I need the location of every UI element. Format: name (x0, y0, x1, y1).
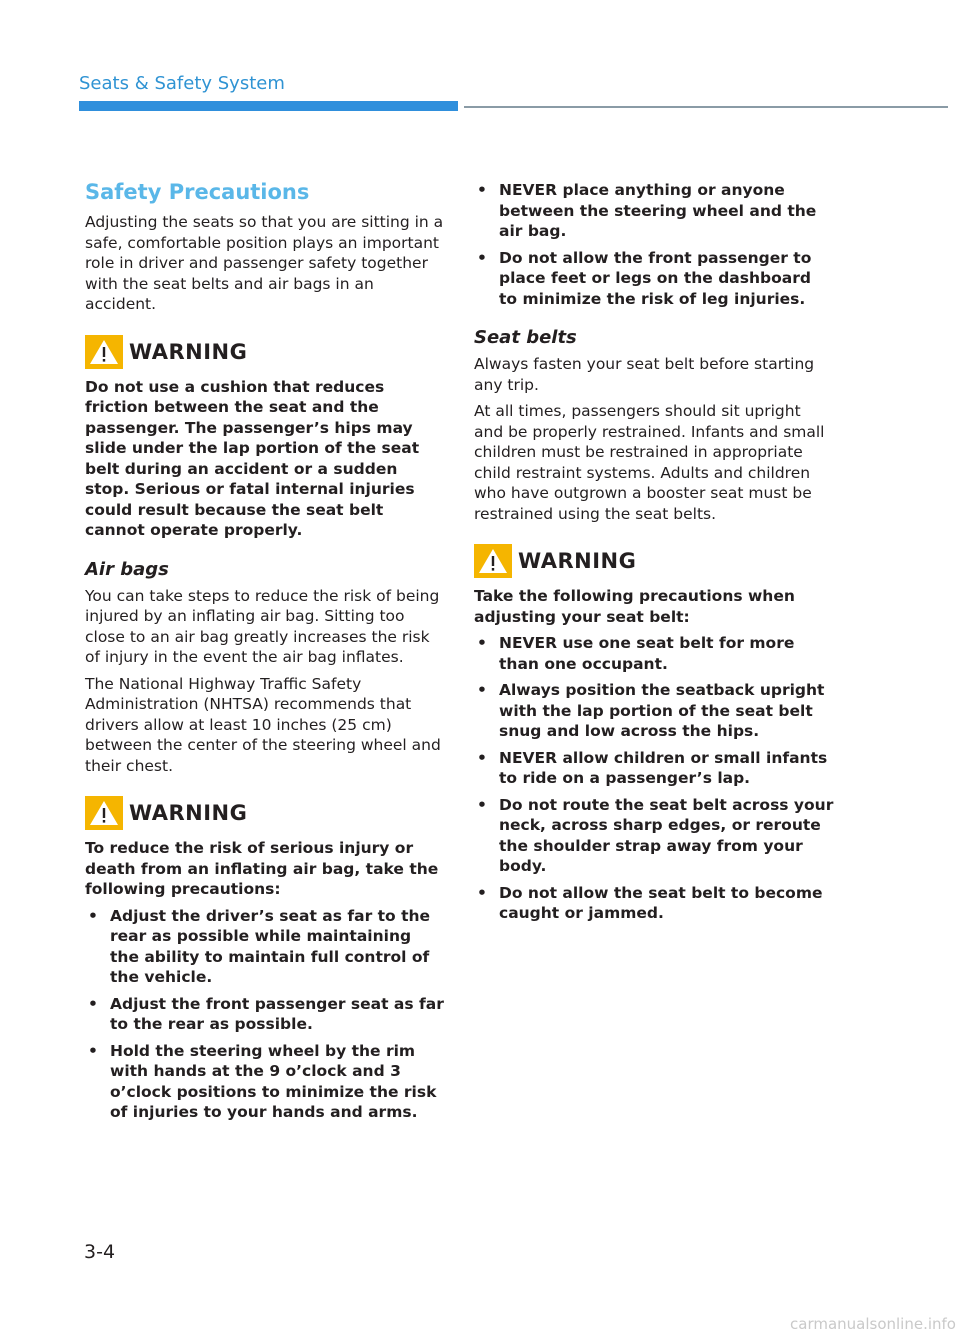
airbags-paragraph-2: The National Highway Traffic Safety Administration (NHTSA) recommends that drivers allow at least 10 inches (25 cm) between the center of the steering wheel and their chest. (85, 674, 441, 775)
bullet-icon: • (477, 681, 487, 699)
header-rule-gray (464, 106, 948, 108)
bullet-icon: • (88, 906, 98, 925)
list-item: • Adjust the front passenger seat as far to the rear as possible. (88, 994, 444, 1033)
list-item: • Adjust the driver’s seat as far to the rear as possible while maintaining the ability to maintain full control of the vehicle. (88, 906, 431, 986)
bullet-icon: • (477, 248, 487, 267)
list-item: • Do not allow the front passenger to place feet or legs on the dashboard to minimize the risk of leg injuries. (477, 248, 812, 308)
bullet-icon: • (477, 634, 487, 652)
list-item: • Hold the steering wheel by the rim with hands at the 9 o’clock and 3 o’clock positions to minimize the risk of injuries to your hands and arms. (88, 1041, 437, 1121)
airbag-precautions-list (85, 906, 445, 1123)
airbags-paragraph-1: You can take steps to reduce the risk of being injured by an inflating air bag. Sitting too close to an air bag greatly increases the risk of injury in the event the air bag inflates. (85, 586, 440, 666)
section-header-title: Seats & Safety System (79, 73, 285, 94)
warning-label: WARNING (129, 339, 248, 364)
bullet-icon: • (88, 1041, 98, 1060)
subheading-seat-belts: Seat belts (474, 327, 577, 348)
list-item: • Do not allow the seat belt to become caught or jammed. (477, 883, 823, 922)
list-item: • Always position the seatback upright with the lap portion of the seat belt snug and low across the hips. (477, 681, 825, 740)
warning-intro-seatbelt: Take the following precautions when adjusting your seat belt: (474, 587, 795, 626)
warning-label: WARNING (129, 801, 248, 825)
seatbelts-paragraph-2: At all times, passengers should sit upright and be properly restrained. Infants and small children must be restrained in appropriate child restraint systems. Adults and children who have outgrown a booster seat must be restrained using the seat belts. (474, 402, 825, 523)
warning-header-2 (85, 796, 445, 830)
subheading-air-bags: Air bags (85, 558, 169, 580)
watermark-text: carmanualsonline.info (790, 1315, 956, 1333)
list-item: • Do not route the seat belt across your neck, across sharp edges, or reroute the shoulder strap away from your body. (477, 795, 834, 875)
warning-triangle-icon (85, 796, 123, 830)
seatbelt-precautions-list (474, 633, 834, 924)
bullet-icon: • (477, 748, 487, 767)
warning-label: WARNING (518, 549, 637, 573)
warning-triangle-icon (85, 335, 123, 369)
seatbelts-paragraph-1: Always fasten your seat belt before starting any trip. (474, 355, 815, 394)
right-column (474, 180, 834, 930)
bullet-icon: • (88, 994, 98, 1013)
bullet-icon: • (477, 181, 487, 199)
warning-text-cushion: Do not use a cushion that reduces friction between the seat and the passenger. The passenger’s hips may slide under the lap portion of the seat belt during an accident or a sudden stop. Serious or fatal internal injuries could result because the seat belt cannot operate properly. (85, 377, 420, 539)
warning-header-3 (474, 544, 834, 578)
page-number: 3-4 (84, 1241, 116, 1263)
bullet-icon: • (477, 883, 487, 902)
list-item: • NEVER use one seat belt for more than one occupant. (477, 634, 795, 673)
intro-paragraph: Adjusting the seats so that you are sitting in a safe, comfortable position plays an important role in driver and passenger safety together with the seat belts and air bags in an accident. (85, 213, 444, 313)
bullet-icon: • (477, 795, 487, 814)
list-item: • NEVER place anything or anyone between the steering wheel and the air bag. (477, 181, 817, 240)
left-column (85, 180, 445, 1129)
header-rule-blue (79, 101, 458, 111)
warning-intro-airbag: To reduce the risk of serious injury or death from an inflating air bag, take the following precautions: (85, 839, 439, 898)
page-title: Safety Precautions (85, 180, 310, 204)
airbag-precautions-list-continued (474, 180, 834, 309)
warning-header-1 (85, 335, 445, 369)
list-item: • NEVER allow children or small infants to ride on a passenger’s lap. (477, 748, 828, 787)
warning-triangle-icon (474, 544, 512, 578)
